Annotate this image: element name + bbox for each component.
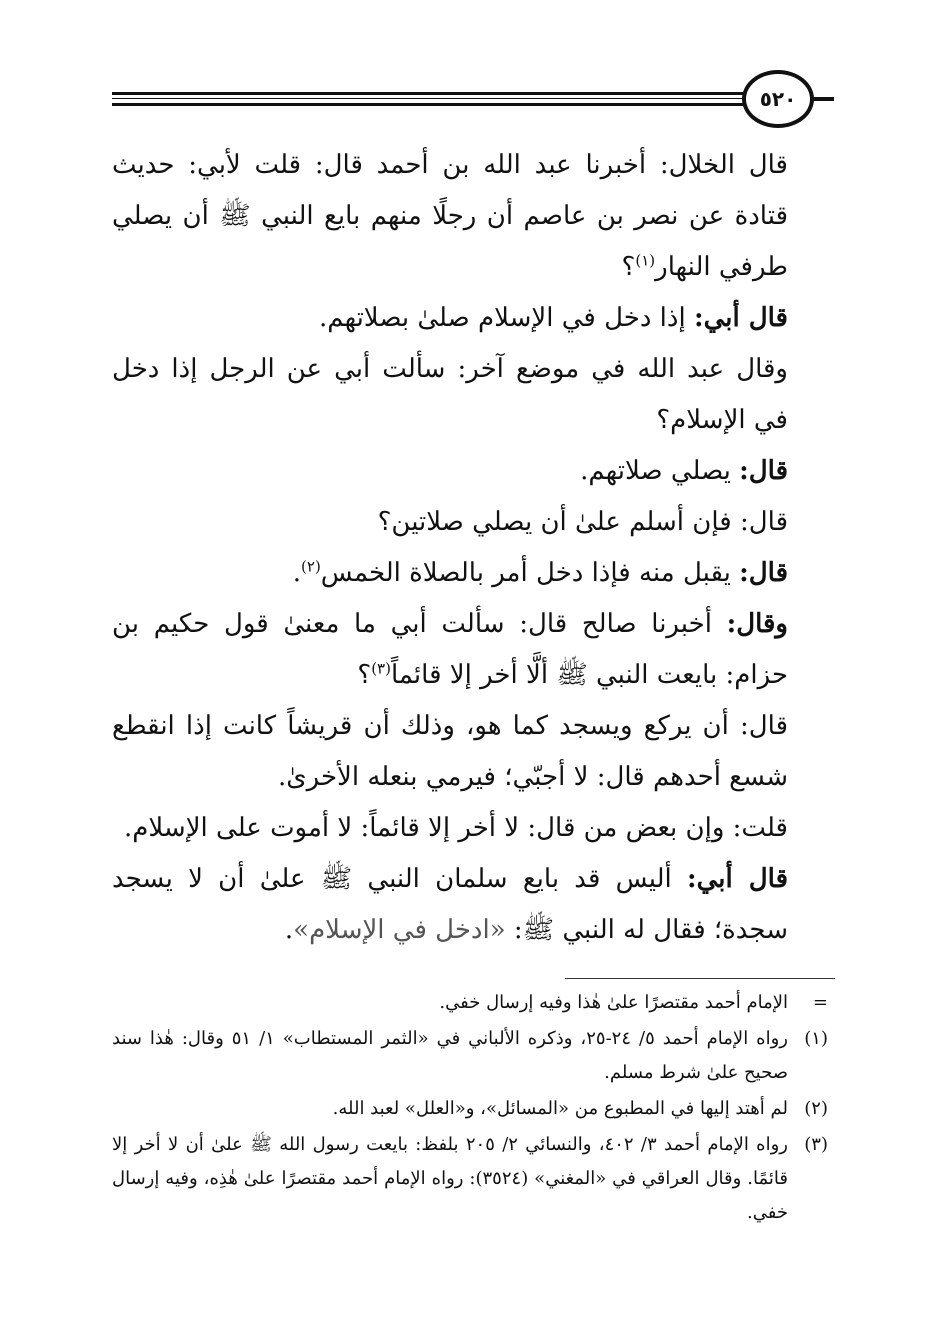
speaker-label: قال أبي: <box>693 303 788 333</box>
paragraph-text: قال: فإن أسلم علىٰ أن يصلي صلاتين؟ <box>377 507 788 537</box>
footnote-text: رواه الإمام أحمد ٣/ ٤٠٢، والنسائي ٢/ ٢٠٥ بلفظ: بايعت رسول الله ﷺ علىٰ أن لا أخر إلا قائمًا. وقال العراقي في «المغني» (٣٥٢٤): رواه الإمام أحمد مقتصرًا علىٰ هٰذِه، وفيه إرسال خفي. <box>112 1134 789 1223</box>
speaker-label: قال أبي: <box>687 864 788 894</box>
main-text <box>112 140 834 956</box>
paragraph-text: وقال عبد الله في موضع آخر: سألت أبي عن الرجل إذا دخل في الإسلام؟ <box>112 354 788 435</box>
footnote-mark: (٣) <box>804 1134 828 1155</box>
paragraph-text: قلت: وإن بعض من قال: لا أخر إلا قائماً: لا أموت على الإسلام. <box>124 813 788 843</box>
footnote-ref-1[interactable]: (١) <box>635 251 656 270</box>
paragraph-tail: . <box>292 558 302 588</box>
speaker-label: قال: <box>739 456 788 486</box>
paragraph-1 <box>112 140 834 293</box>
footnote-text: رواه الإمام أحمد ٥/ ٢٤-٢٥، وذكره الألباني في «الثمر المستطاب» ١/ ٥١ وقال: هٰذا سند صحيح علىٰ شرط مسلم. <box>112 1028 788 1083</box>
footnote-separator <box>565 978 835 979</box>
paragraph-8 <box>112 701 834 803</box>
speaker-label: قال: <box>739 558 788 588</box>
paragraph-4 <box>112 446 834 497</box>
speaker-label: وقال: <box>726 609 788 639</box>
footnote-text: لم أهتد إليها في المطبوع من «المسائل»، و«العلل» لعبد الله. <box>332 1098 788 1119</box>
page-number-badge <box>742 70 814 128</box>
paragraph-text: أخبرنا صالح قال: سألت أبي ما معنىٰ قول حكيم بن حزام: بايعت النبي ﷺ ألَّا أخر إلا قائماً <box>112 609 788 690</box>
footnote-text: الإمام أحمد مقتصرًا علىٰ هٰذا وفيه إرسال خفي. <box>439 992 788 1013</box>
footnote-mark: (١) <box>804 1028 828 1049</box>
paragraph-text: يصلي صلاتهم. <box>580 456 740 486</box>
footnote-mark: = <box>812 992 828 1013</box>
paragraph-10 <box>112 854 834 956</box>
paragraph-tail: . <box>284 915 294 945</box>
paragraph-text: قال: أن يركع ويسجد كما هو، وذلك أن قريشاً كانت إذا انقطع شسع أحدهم قال: لا أجبّي؛ فيرمي بنعله الأخرىٰ. <box>112 711 788 792</box>
paragraph-7 <box>112 599 834 701</box>
paragraph-text: أليس قد بايع سلمان النبي ﷺ علىٰ أن لا يسجد سجدة؛ فقال له النبي ﷺ: <box>112 864 788 945</box>
paragraph-text: يقبل منه فإذا دخل أمر بالصلاة الخمس <box>320 558 740 588</box>
paragraph-text: إذا دخل في الإسلام صلىٰ بصلاتهم. <box>319 303 694 333</box>
footnote-ref-3[interactable]: (٣) <box>371 659 391 678</box>
header-rule-top <box>112 92 752 95</box>
footnote-3 <box>112 1128 834 1230</box>
paragraph-9 <box>112 803 834 854</box>
footnote-ref-2[interactable]: (٢) <box>301 557 321 576</box>
paragraph-5 <box>112 497 834 548</box>
paragraph-3 <box>112 344 834 446</box>
header-rule-bottom <box>112 103 752 106</box>
paragraph-tail: ؟ <box>621 252 636 282</box>
footnotes <box>112 986 834 1232</box>
page-number: ٥٢٠ <box>759 87 797 111</box>
footnote-continuation <box>112 986 834 1020</box>
header-rule-middle <box>112 98 752 99</box>
prophetic-quote: «ادخل في الإسلام» <box>293 915 506 945</box>
footnote-mark: (٢) <box>804 1098 828 1119</box>
paragraph-tail: ؟ <box>357 660 372 690</box>
paragraph-6 <box>112 548 834 599</box>
paragraph-2 <box>112 293 834 344</box>
footnote-2 <box>112 1092 834 1126</box>
footnote-1 <box>112 1022 834 1090</box>
paragraph-text: قال الخلال: أخبرنا عبد الله بن أحمد قال: قلت لأبي: حديث قتادة عن نصر بن عاصم أن رجلًا منهم بايع النبي ﷺ أن يصلي طرفي النهار <box>112 150 788 282</box>
